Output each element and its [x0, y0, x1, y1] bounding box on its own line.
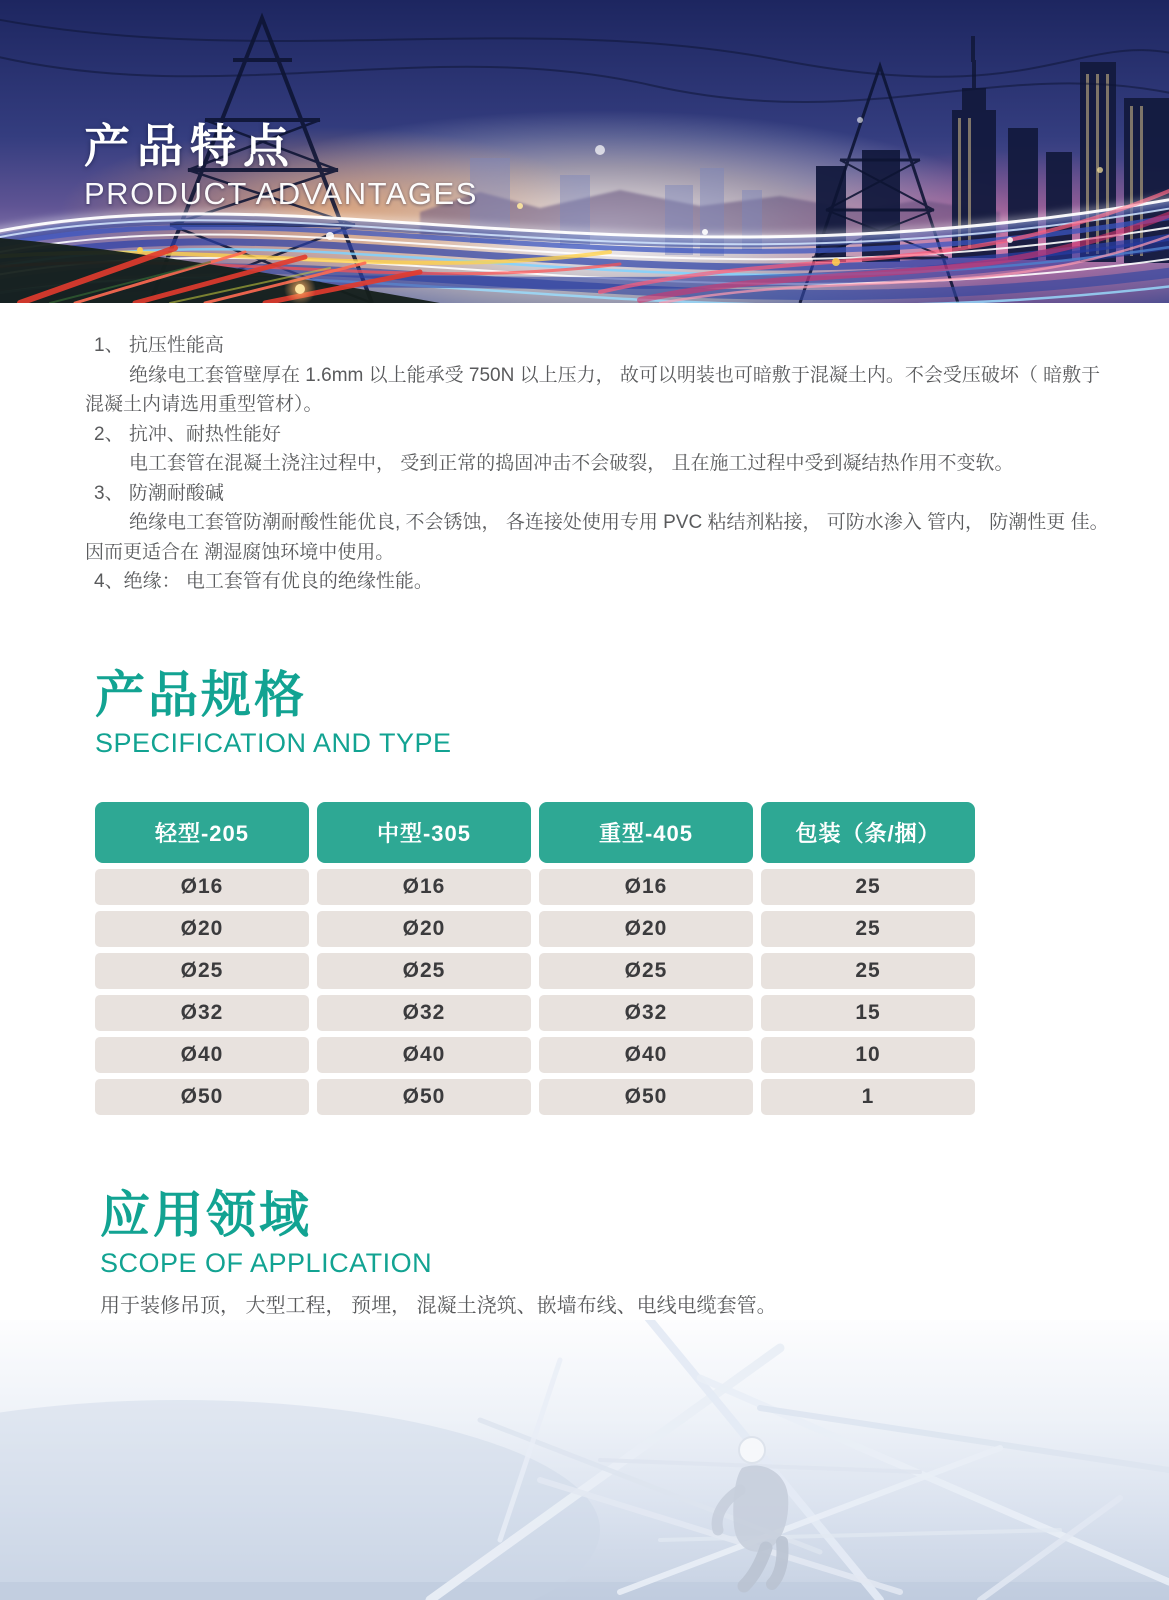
table-cell-packing: 25: [761, 953, 975, 989]
spec-table-body: [95, 869, 975, 1115]
application-body-text: 用于装修吊顶， 大型工程， 预埋， 混凝土浇筑、嵌墙布线、电线电缆套管。: [100, 1295, 777, 1317]
table-cell-heavy: Ø40: [539, 1037, 753, 1073]
banner: [0, 0, 1169, 303]
feature-line: 3、 防潮耐酸碱: [94, 482, 224, 504]
table-cell-heavy: Ø25: [539, 953, 753, 989]
page-title: 产品特点: [84, 120, 296, 172]
features-list: [85, 331, 1109, 597]
table-row: [95, 911, 975, 947]
table-cell-light: Ø32: [95, 995, 309, 1031]
spec-section-heading: [95, 666, 452, 759]
spec-table-header-cell: 包装（条/捆）: [761, 802, 975, 863]
table-row: [95, 1079, 975, 1115]
spec-table-header-cell: 中型-305: [317, 802, 531, 863]
table-cell-light: Ø16: [95, 869, 309, 905]
spec-table-header-row: [95, 802, 975, 863]
feature-line: 绝缘电工套管壁厚在 1.6mm 以上能承受 750N 以上压力， 故可以明装也可暗敷于混凝土内。不会受压破坏（ 暗敷于: [129, 364, 1101, 386]
table-cell-packing: 15: [761, 995, 975, 1031]
feature-line: 绝缘电工套管防潮耐酸性能优良, 不会锈蚀， 各连接处使用专用 PVC 粘结剂粘接， 可防水渗入 管内， 防潮性更 佳。: [129, 512, 1109, 533]
feature-line: 混凝土内请选用重型管材）。: [85, 394, 323, 415]
feature-line: 2、 抗冲、耐热性能好: [94, 423, 281, 445]
spec-table-header-cell: 重型-405: [539, 802, 753, 863]
table-cell-packing: 25: [761, 869, 975, 905]
application-section-heading: [100, 1186, 432, 1279]
banner-titles: [84, 118, 478, 214]
table-cell-medium: Ø50: [317, 1079, 531, 1115]
table-cell-packing: 10: [761, 1037, 975, 1073]
table-cell-packing: 25: [761, 911, 975, 947]
table-row: [95, 869, 975, 905]
table-cell-light: Ø25: [95, 953, 309, 989]
table-cell-light: Ø20: [95, 911, 309, 947]
table-row: [95, 995, 975, 1031]
feature-line: 因而更适合在 潮湿腐蚀环境中使用。: [85, 541, 395, 563]
table-cell-medium: Ø40: [317, 1037, 531, 1073]
table-row: [95, 953, 975, 989]
table-cell-heavy: Ø16: [539, 869, 753, 905]
spec-table-header-cell: 轻型-205: [95, 802, 309, 863]
page-subtitle: PRODUCT ADVANTAGES: [84, 176, 478, 211]
feature-line: 4、绝缘： 电工套管有优良的绝缘性能。: [94, 571, 433, 592]
table-cell-heavy: Ø32: [539, 995, 753, 1031]
spec-title-en: SPECIFICATION AND TYPE: [95, 728, 452, 758]
table-cell-medium: Ø32: [317, 995, 531, 1031]
table-cell-medium: Ø20: [317, 911, 531, 947]
feature-line: 1、 抗压性能高: [94, 335, 224, 356]
table-cell-medium: Ø16: [317, 869, 531, 905]
transmission-tower-graphic: [0, 1320, 1169, 1600]
table-row: [95, 1037, 975, 1073]
table-cell-light: Ø40: [95, 1037, 309, 1073]
table-cell-medium: Ø25: [317, 953, 531, 989]
application-title-en: SCOPE OF APPLICATION: [100, 1248, 433, 1278]
table-cell-heavy: Ø20: [539, 911, 753, 947]
table-cell-heavy: Ø50: [539, 1079, 753, 1115]
table-cell-packing: 1: [761, 1079, 975, 1115]
bottom-photo: [0, 1320, 1169, 1600]
spec-table: [95, 802, 975, 1115]
application-title-zh: 应用领域: [100, 1187, 312, 1243]
spec-title-zh: 产品规格: [95, 667, 307, 723]
feature-line: 电工套管在混凝土浇注过程中， 受到正常的捣固冲击不会破裂， 且在施工过程中受到凝结热作用不变软。: [129, 453, 1014, 474]
table-cell-light: Ø50: [95, 1079, 309, 1115]
